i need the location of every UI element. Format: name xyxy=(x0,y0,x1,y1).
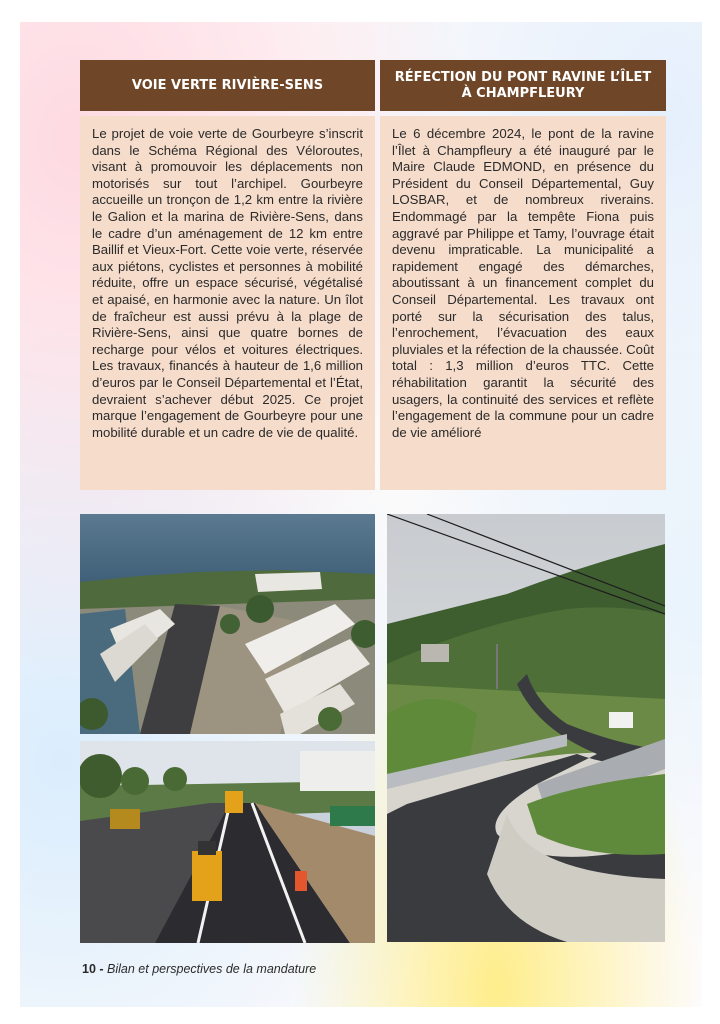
left-section-title: VOIE VERTE RIVIÈRE-SENS xyxy=(80,60,375,111)
page-footer xyxy=(82,962,316,976)
bridge-road-photo xyxy=(387,514,665,942)
right-section-title: RÉFECTION DU PONT RAVINE L’ÎLET À CHAMPFLEURY xyxy=(380,60,666,111)
roadworks-photo xyxy=(80,741,375,943)
footer-subtitle: Bilan et perspectives de la mandature xyxy=(107,962,317,976)
right-section-text: Le 6 décembre 2024, le pont de la ravine l’Îlet à Champfleury a été inauguré par le Maire Claude EDMOND, en présence du Président du Conseil Départemental, Guy LOSBAR, et de nombreux riverains. Endommagé par la tempête Fiona puis aggravé par Philippe et Tamy, l’ouvrage était devenu impraticable. La municipalité a rapidement engagé des démarches, aboutissant à un financement complet du Conseil Départemental. Les travaux ont porté sur la sécurisation des talus, l’enrochement, l’évacuation des eaux pluviales et la réfection de la chaussée. Coût total : 1,3 million d’euros TTC. Cette réhabilitation garantit la sécurité des usagers, la continuité des services et reflète l’engagement de la commune pour un cadre de vie amélioré xyxy=(380,116,666,490)
aerial-marina-photo xyxy=(80,514,375,734)
left-section-text: Le projet de voie verte de Gourbeyre s’inscrit dans le Schéma Régional des Véloroutes, visant à promouvoir les déplacements non motorisés sur tout l’archipel. Gourbeyre accueille un tronçon de 1,2 km entre la rivière le Galion et la marina de Rivière-Sens, dans le cadre d’un aménagement de 12 km entre Baillif et Vieux-Fort. Cette voie verte, réservée aux piétons, cyclistes et personnes à mobilité réduite, offre un espace sécurisé, végétalisé et apaisé, en harmonie avec la nature. Un îlot de fraîcheur est aussi prévu à la plage de Rivière-Sens, ainsi que quatre bornes de recharge pour vélos et voitures électriques. Les travaux, financés à hauteur de 1,6 million d’euros par le Conseil Départemental et l’État, devraient s’achever début 2025. Ce projet marque l’engagement de Gourbeyre pour une mobilité durable et un cadre de vie de qualité. xyxy=(80,116,375,490)
page-number: 10 - xyxy=(82,962,104,976)
